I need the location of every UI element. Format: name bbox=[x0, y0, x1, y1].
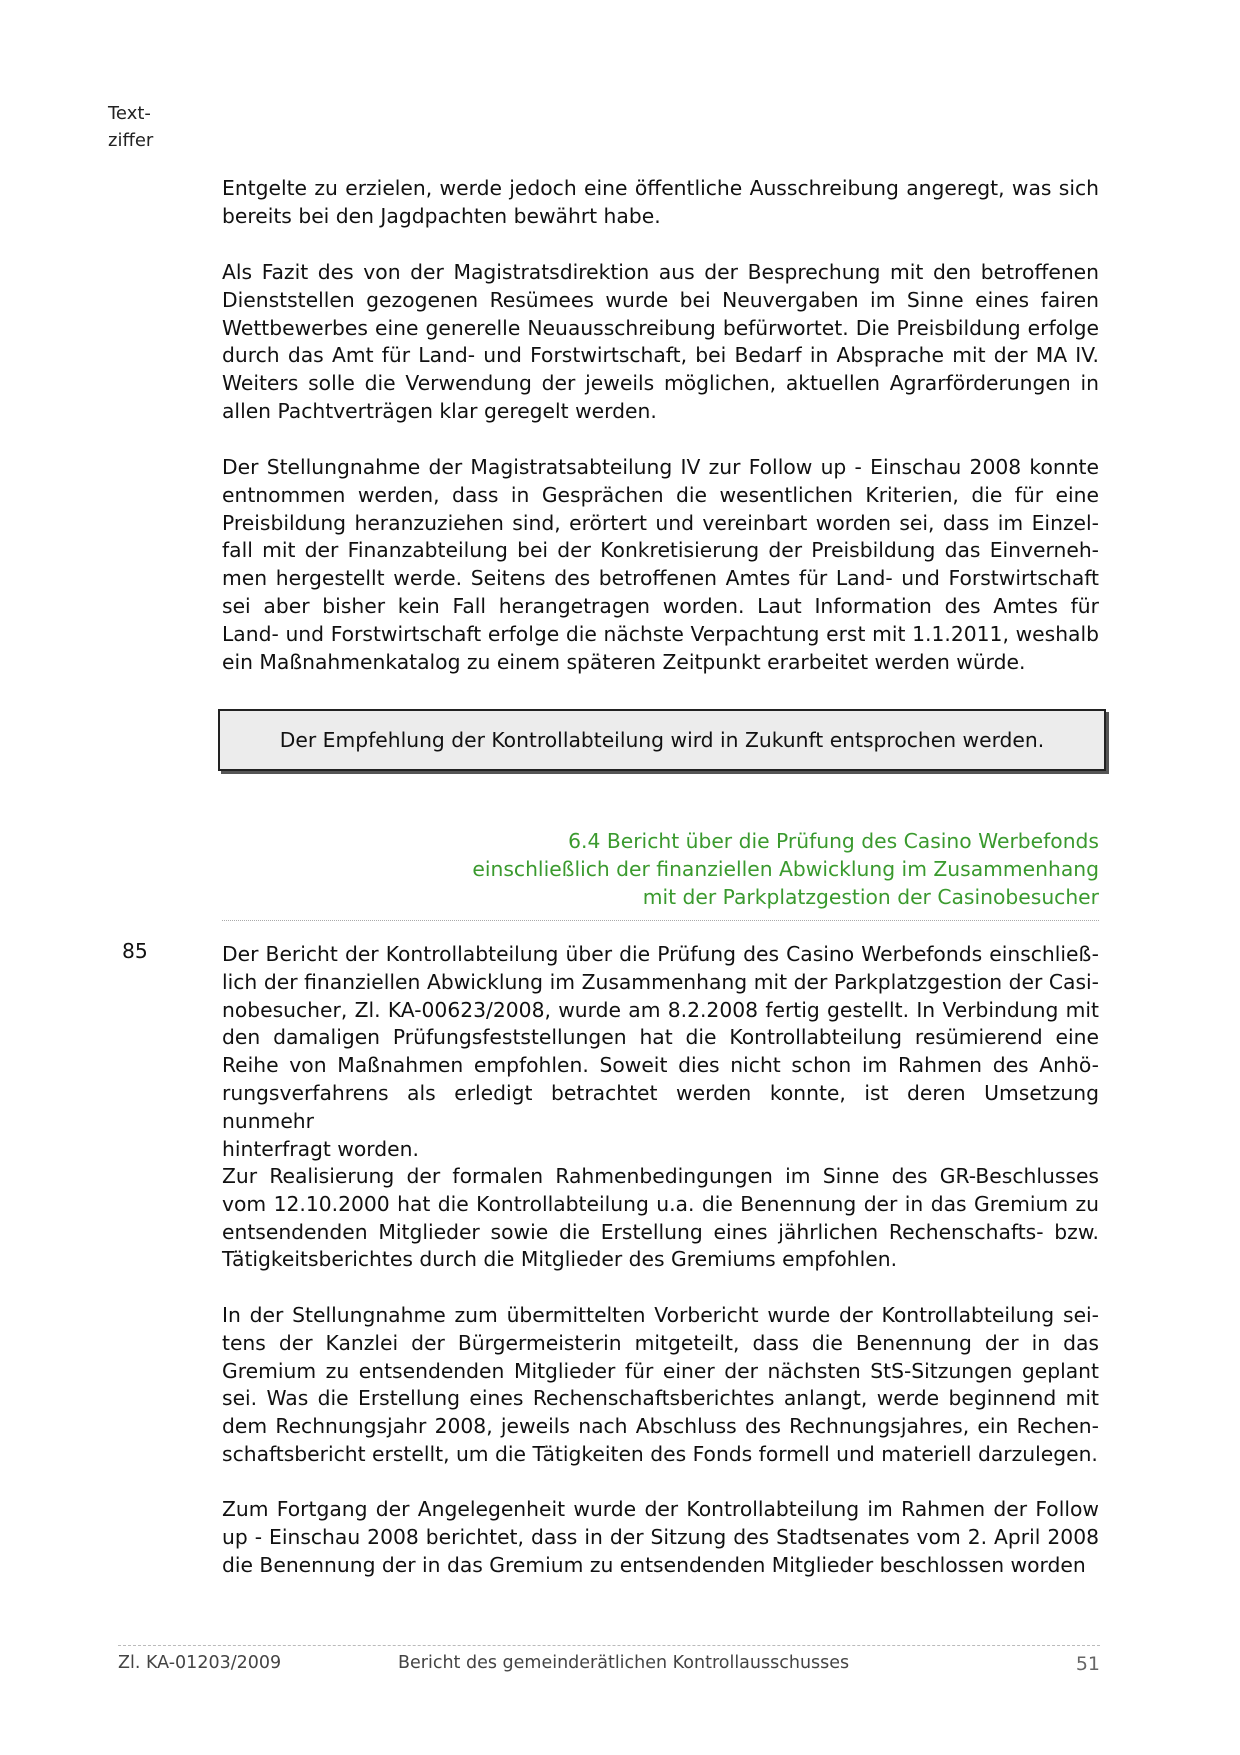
text-line: vom 12.10.2000 hat die Kontrollabteilung u.a. die Benennung der in das Gremium zu bbox=[222, 1191, 1099, 1216]
footer-title: Bericht des gemeinderätlichen Kontrollausschusses bbox=[398, 1653, 850, 1673]
text-line: sei. Was die Erstellung eines Rechenschaftsberichtes anlangt, werde beginnend mit bbox=[222, 1386, 1099, 1411]
text-line: Reihe von Maßnahmen empfohlen. Soweit dies nicht schon im Rahmen des Anhö- bbox=[222, 1053, 1099, 1078]
heading-line: einschließlich der finanziellen Abwicklung im Zusammenhang bbox=[472, 857, 1099, 881]
text-line: Wettbewerbes eine generelle Neuausschreibung befürwortet. Die Preisbildung erfolge bbox=[222, 315, 1099, 340]
text-line: Der Stellungnahme der Magistratsabteilung IV zur Follow up - Einschau 2008 konnte bbox=[222, 455, 1099, 479]
text-line: schaftsbericht erstellt, um die Tätigkeiten des Fonds formell und materiell darzulegen. bbox=[222, 1441, 1098, 1466]
text-line: Entgelte zu erzielen, werde jedoch eine öffentliche Ausschreibung angeregt, was sich bbox=[222, 176, 1099, 200]
paragraph-4 bbox=[222, 941, 1099, 1163]
text-line: Gremium zu entsendenden Mitglieder für einer der nächsten StS-Sitzungen geplant bbox=[222, 1358, 1099, 1383]
text-line: den damaligen Prüfungsfeststellungen hat die Kontrollabteilung resümierend eine bbox=[222, 1025, 1099, 1050]
text-line: Weiters solle die Verwendung der jeweils möglichen, aktuellen Agrarförderungen in bbox=[222, 371, 1099, 396]
paragraph-6 bbox=[222, 1302, 1099, 1469]
heading-divider bbox=[222, 920, 1099, 921]
text-line: hinterfragt worden. bbox=[222, 1136, 419, 1161]
text-line: Tätigkeitsberichtes durch die Mitglieder des Gremiums empfohlen. bbox=[222, 1247, 898, 1272]
page-number: 51 bbox=[1075, 1653, 1100, 1675]
text-line: tens der Kanzlei der Bürgermeisterin mitgeteilt, dass die Benennung der in das bbox=[222, 1330, 1099, 1355]
textziffer-label-line2: ziffer bbox=[108, 130, 154, 151]
text-line: lich der finanziellen Abwicklung im Zusammenhang mit der Parkplatzgestion der Casi- bbox=[222, 969, 1099, 994]
text-line: die Benennung der in das Gremium zu entsendenden Mitglieder beschlossen worden bbox=[222, 1552, 1086, 1577]
footer-divider bbox=[118, 1645, 1100, 1646]
text-line: Land- und Forstwirtschaft erfolge die nächste Verpachtung erst mit 1.1.2011, weshalb bbox=[222, 621, 1099, 646]
textziffer-number: 85 bbox=[122, 939, 148, 963]
section-heading bbox=[222, 827, 1099, 911]
text-line: Preisbildung heranzuziehen sind, erörtert und vereinbart worden sei, dass im Einzel- bbox=[222, 510, 1099, 535]
paragraph-5 bbox=[222, 1163, 1099, 1274]
text-line: durch das Amt für Land- und Forstwirtschaft, bei Bedarf in Absprache mit der MA IV. bbox=[222, 343, 1099, 368]
footer-reference: Zl. KA-01203/2009 bbox=[118, 1653, 282, 1673]
text-line: dem Rechnungsjahr 2008, jeweils nach Abschluss des Rechnungsjahres, ein Rechen- bbox=[222, 1414, 1099, 1439]
textziffer-label bbox=[108, 100, 153, 154]
text-line: Dienststellen gezogenen Resümees wurde bei Neuvergaben im Sinne eines fairen bbox=[222, 287, 1099, 312]
text-line: entsendenden Mitglieder sowie die Erstellung eines jährlichen Rechenschafts- bzw. bbox=[222, 1219, 1099, 1244]
text-line: Als Fazit des von der Magistratsdirektion aus der Besprechung mit den betroffenen bbox=[222, 260, 1099, 284]
text-line: up - Einschau 2008 berichtet, dass in der Sitzung des Stadtsenates vom 2. April 2008 bbox=[222, 1524, 1099, 1549]
paragraph-2 bbox=[222, 259, 1099, 426]
paragraph-3 bbox=[222, 454, 1099, 676]
heading-line: mit der Parkplatzgestion der Casinobesucher bbox=[642, 885, 1099, 909]
recommendation-box bbox=[218, 709, 1106, 771]
paragraph-1 bbox=[222, 175, 1099, 231]
text-line: Zur Realisierung der formalen Rahmenbedingungen im Sinne des GR-Beschlusses bbox=[222, 1164, 1099, 1188]
text-line: allen Pachtverträgen klar geregelt werden. bbox=[222, 398, 657, 423]
text-line: entnommen werden, dass in Gesprächen die wesentlichen Kriterien, die für eine bbox=[222, 482, 1099, 507]
paragraph-7 bbox=[222, 1496, 1099, 1579]
recommendation-text: Der Empfehlung der Kontrollabteilung wird in Zukunft entsprochen werden. bbox=[279, 728, 1045, 752]
text-line: nobesucher, Zl. KA-00623/2008, wurde am 8.2.2008 fertig gestellt. In Verbindung mit bbox=[222, 997, 1099, 1022]
text-line: sei aber bisher kein Fall herangetragen worden. Laut Information des Amtes für bbox=[222, 593, 1099, 618]
text-line: ein Maßnahmenkatalog zu einem späteren Zeitpunkt erarbeitet werden würde. bbox=[222, 649, 1026, 674]
text-line: In der Stellungnahme zum übermittelten Vorbericht wurde der Kontrollabteilung sei- bbox=[222, 1303, 1099, 1327]
text-line: fall mit der Finanzabteilung bei der Konkretisierung der Preisbildung das Einverneh- bbox=[222, 538, 1099, 563]
text-line: men hergestellt werde. Seitens des betroffenen Amtes für Land- und Forstwirtschaft bbox=[222, 566, 1099, 591]
text-line: Zum Fortgang der Angelegenheit wurde der Kontrollabteilung im Rahmen der Follow bbox=[222, 1497, 1099, 1521]
text-line: bereits bei den Jagdpachten bewährt habe. bbox=[222, 203, 661, 228]
text-line: rungsverfahrens als erledigt betrachtet werden konnte, ist deren Umsetzung nunmehr bbox=[222, 1080, 1099, 1133]
heading-line: 6.4 Bericht über die Prüfung des Casino Werbefonds bbox=[568, 829, 1099, 853]
text-line: Der Bericht der Kontrollabteilung über die Prüfung des Casino Werbefonds einschließ- bbox=[222, 942, 1099, 966]
textziffer-label-line1: Text- bbox=[108, 103, 151, 124]
